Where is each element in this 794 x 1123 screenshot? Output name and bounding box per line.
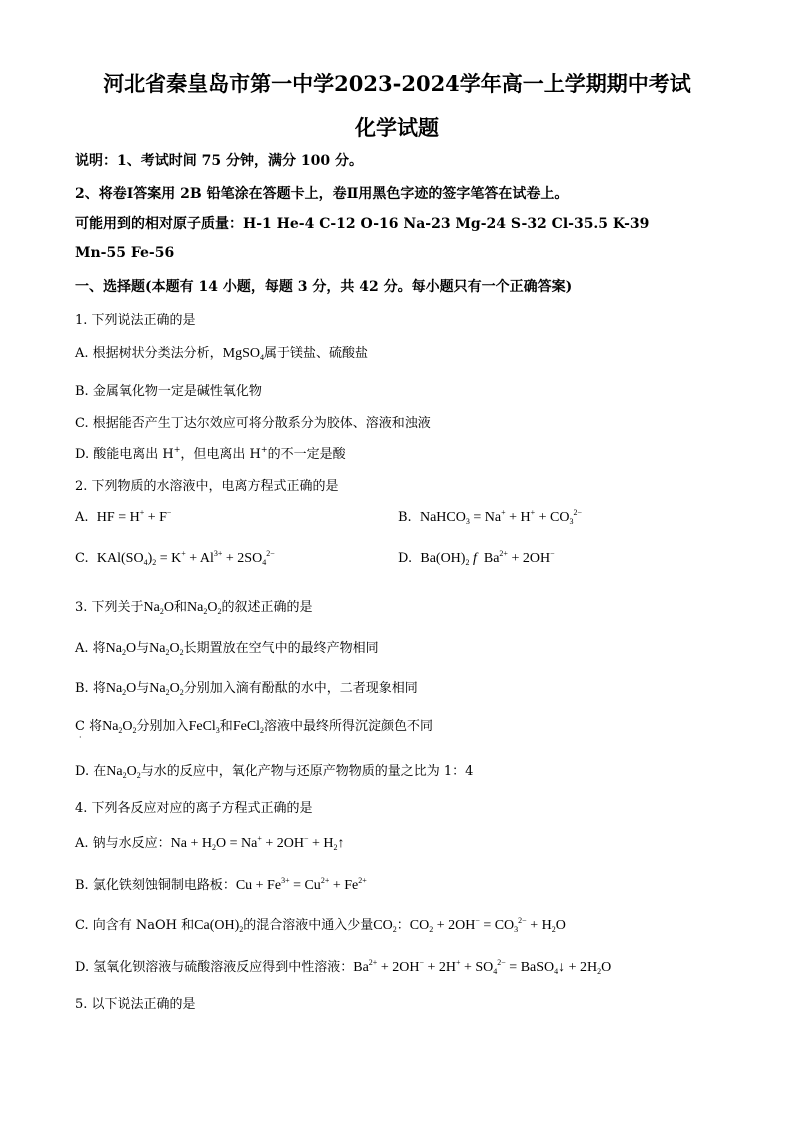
q2-option-d: D. $Ba(OH)_2$ f $Ba^{2+} + 2OH^-$ (398, 549, 555, 567)
q3-stem: 3. 下列关于$Na_2O$和$Na_2O_2$的叙述正确的是 (75, 600, 313, 616)
instruction-line-2: 2、将卷Ⅰ答案用 2B 铅笔涂在答题卡上，卷Ⅱ用黑色字迹的签字笔答在试卷上。 (75, 186, 569, 202)
q2-stem: 2. 下列物质的水溶液中，电离方程式正确的是 (75, 479, 339, 494)
q5-stem: 5. 以下说法正确的是 (75, 997, 196, 1012)
page-subtitle: 化学试题 (355, 115, 439, 140)
q1-option-b: B. 金属氧化物一定是碱性氧化物 (75, 384, 262, 399)
q1-option-d: D. 酸能电离出 H+，但电离出 H+的不一定是酸 (75, 445, 346, 462)
q3-option-a: A. 将$Na_2O$与$Na_2O_2$长期置放在空气中的最终产物相同 (75, 641, 379, 657)
atomic-masses-line-2: Mn-55 Fe-56 (75, 245, 175, 261)
q4-option-b: B. 氯化铁刻蚀铜制电路板：$Cu + Fe^{3+} = Cu^{2+} + Fe^{2+}$ (75, 876, 367, 893)
section-heading: 一、选择题(本题有 14 小题，每题 3 分，共 42 分。每小题只有一个正确答案) (75, 279, 573, 295)
scan-dot-mark: · (79, 733, 82, 742)
q3-option-c: C 将$Na_2O_2$分别加入FeCl$_3$和FeCl$_2$溶液中最终所得沉淀颜色不同 (75, 719, 434, 735)
q2-option-b: B. NaHCO$_3$ = $Na^+ + H^+ + CO_3^{2-}$ (398, 508, 582, 526)
q1-option-a: A. 根据树状分类法分析，MgSO$_4$属于镁盐、硫酸盐 (75, 346, 369, 362)
q4-option-d: D. 氢氧化钡溶液与硫酸溶液反应得到中性溶液：$Ba^{2+} + 2OH^- + 2H^+ + SO_4^{2-}$ = BaSO$_4$↓ + $2H_2O$ (75, 958, 612, 976)
q2-option-c: C. $KAl(SO_4)_2 = K^+ + Al^{3+} + 2SO_4^{2-}$ (75, 549, 275, 567)
q1-option-c: C. 根据能否产生丁达尔效应可将分散系分为胶体、溶液和浊液 (75, 416, 431, 431)
q4-option-a: A. 钠与水反应：$Na + H_2O = Na^+ + 2OH^-$ + $H_2↑$ (75, 834, 345, 852)
page-title: 河北省秦皇岛市第一中学2023-2024学年高一上学期期中考试 (103, 71, 691, 96)
q3-option-d: D. 在$Na_2O_2$与水的反应中，氧化产物与还原产物物质的量之比为 1：4 (75, 764, 474, 780)
q4-stem: 4. 下列各反应对应的离子方程式正确的是 (75, 801, 313, 816)
q1-stem: 1. 下列说法正确的是 (75, 313, 196, 328)
q4-option-c: C. 向含有 NaOH 和$Ca(OH)_2$的混合溶液中通入少量$CO_2$：$CO_2 + 2OH^- = CO_3^{2-} + H_2O$ (75, 916, 566, 934)
atomic-masses-line-1: 可能用到的相对原子质量：H-1 He-4 C-12 O-16 Na-23 Mg-24 S-32 Cl-35.5 K-39 (75, 216, 650, 232)
q3-option-b: B. 将$Na_2O$与$Na_2O_2$分别加入滴有酚酞的水中，二者现象相同 (75, 681, 418, 697)
q2-option-a: A. HF = H+ + F− (75, 508, 172, 525)
instruction-line-1: 说明：1、考试时间 75 分钟，满分 100 分。 (75, 153, 363, 169)
